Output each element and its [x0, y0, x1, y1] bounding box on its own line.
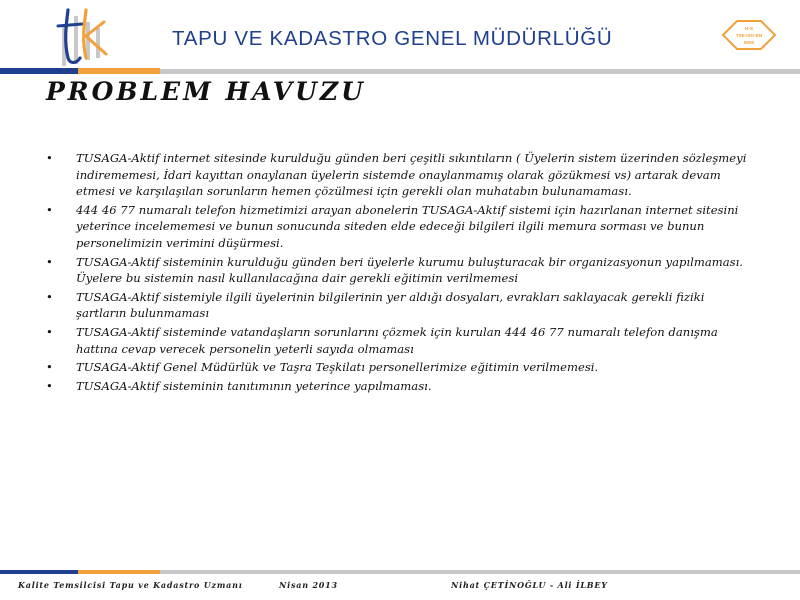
bullet-marker: •	[46, 378, 53, 393]
bullet-marker: •	[46, 289, 53, 304]
cert-line-2: TSE-ISO-EN	[735, 33, 763, 38]
bullet-marker: •	[46, 324, 53, 339]
header-bar-grey	[160, 69, 800, 74]
bullet-text: TUSAGA-Aktif sisteminin tanıtımının yeterince yapılmaması.	[76, 378, 432, 393]
list-item	[46, 378, 756, 395]
organization-title: TAPU VE KADASTRO GENEL MÜDÜRLÜĞÜ	[172, 27, 613, 50]
footer-bar-orange	[78, 570, 160, 574]
list-item	[46, 202, 756, 252]
bullet-marker: •	[46, 254, 53, 269]
list-item	[46, 324, 756, 357]
bullet-text: TUSAGA-Aktif internet sitesinde kurulduğu günden beri çeşitli sıkıntıların ( Üyelerin sistem üzerinden sözleşmeyi indirememesi, İdari kayıttan onaylanan üyelerin sistemde onaylanmamış olarak gözükmesi vs) artarak devam etmesi ve karşılaşılan sorunların hemen çözülmesi için gerekli olan muhatabın bulunamaması.	[76, 151, 747, 199]
bullet-marker: •	[46, 202, 53, 217]
list-item	[46, 254, 756, 287]
tkgm-logo-icon	[52, 6, 114, 68]
bullet-marker: •	[46, 360, 53, 375]
footer-bar	[0, 570, 800, 574]
header-bar-orange	[78, 68, 160, 74]
slide-title: PROBLEM HAVUZU	[46, 77, 366, 106]
footer-date: Nisan 2013	[279, 580, 338, 590]
footer-bar-navy	[0, 570, 78, 574]
bullet-text: TUSAGA-Aktif sistemiyle ilgili üyelerinin bilgilerinin yer aldığı dosyaları, evrakları saklayacak gerekli fiziki şartların bulunmaması	[76, 289, 705, 321]
bullet-marker: •	[46, 151, 53, 165]
bullet-text: TUSAGA-Aktif sisteminin kurulduğu günden beri üyelerle kurumu buluşturacak bir organizasyonun yapılmaması. Üyelere bu sistemin nasıl kullanılacağına dair gerekli eğitimin verilmemesi	[76, 254, 743, 286]
footer-author-role: Kalite Temsilcisi Tapu ve Kadastro Uzmanı	[18, 580, 243, 590]
footer-authors: Nihat ÇETİNOĞLU - Ali İLBEY	[451, 580, 608, 590]
bullet-text: TUSAGA-Aktif Genel Müdürlük ve Taşra Teşkilatı personellerimize eğitimin verilmemesi.	[76, 360, 599, 375]
problem-list	[46, 150, 756, 396]
header-bar-navy	[0, 68, 78, 74]
list-item	[46, 289, 756, 322]
tse-certificate-icon	[721, 19, 777, 51]
list-item	[46, 150, 756, 200]
list-item	[46, 359, 756, 376]
slide-header	[0, 0, 800, 76]
bullet-text: TUSAGA-Aktif sisteminde vatandaşların sorunlarını çözmek için kurulan 444 46 77 numaralı telefon danışma hattına cevap verecek personelin yeterli sayıda olmaması	[76, 324, 718, 356]
cert-line-1: H-S	[745, 26, 753, 31]
cert-line-3: 9000	[743, 40, 755, 45]
bullet-text: 444 46 77 numaralı telefon hizmetimizi arayan abonelerin TUSAGA-Aktif sistemi için hazırlanan internet sitesini yeterince incelememesi ve bunun sonucunda siteden elde edeceği bilgileri ilgili memura sorması ve bunun personelimizin verimini düşürmesi.	[76, 202, 739, 250]
